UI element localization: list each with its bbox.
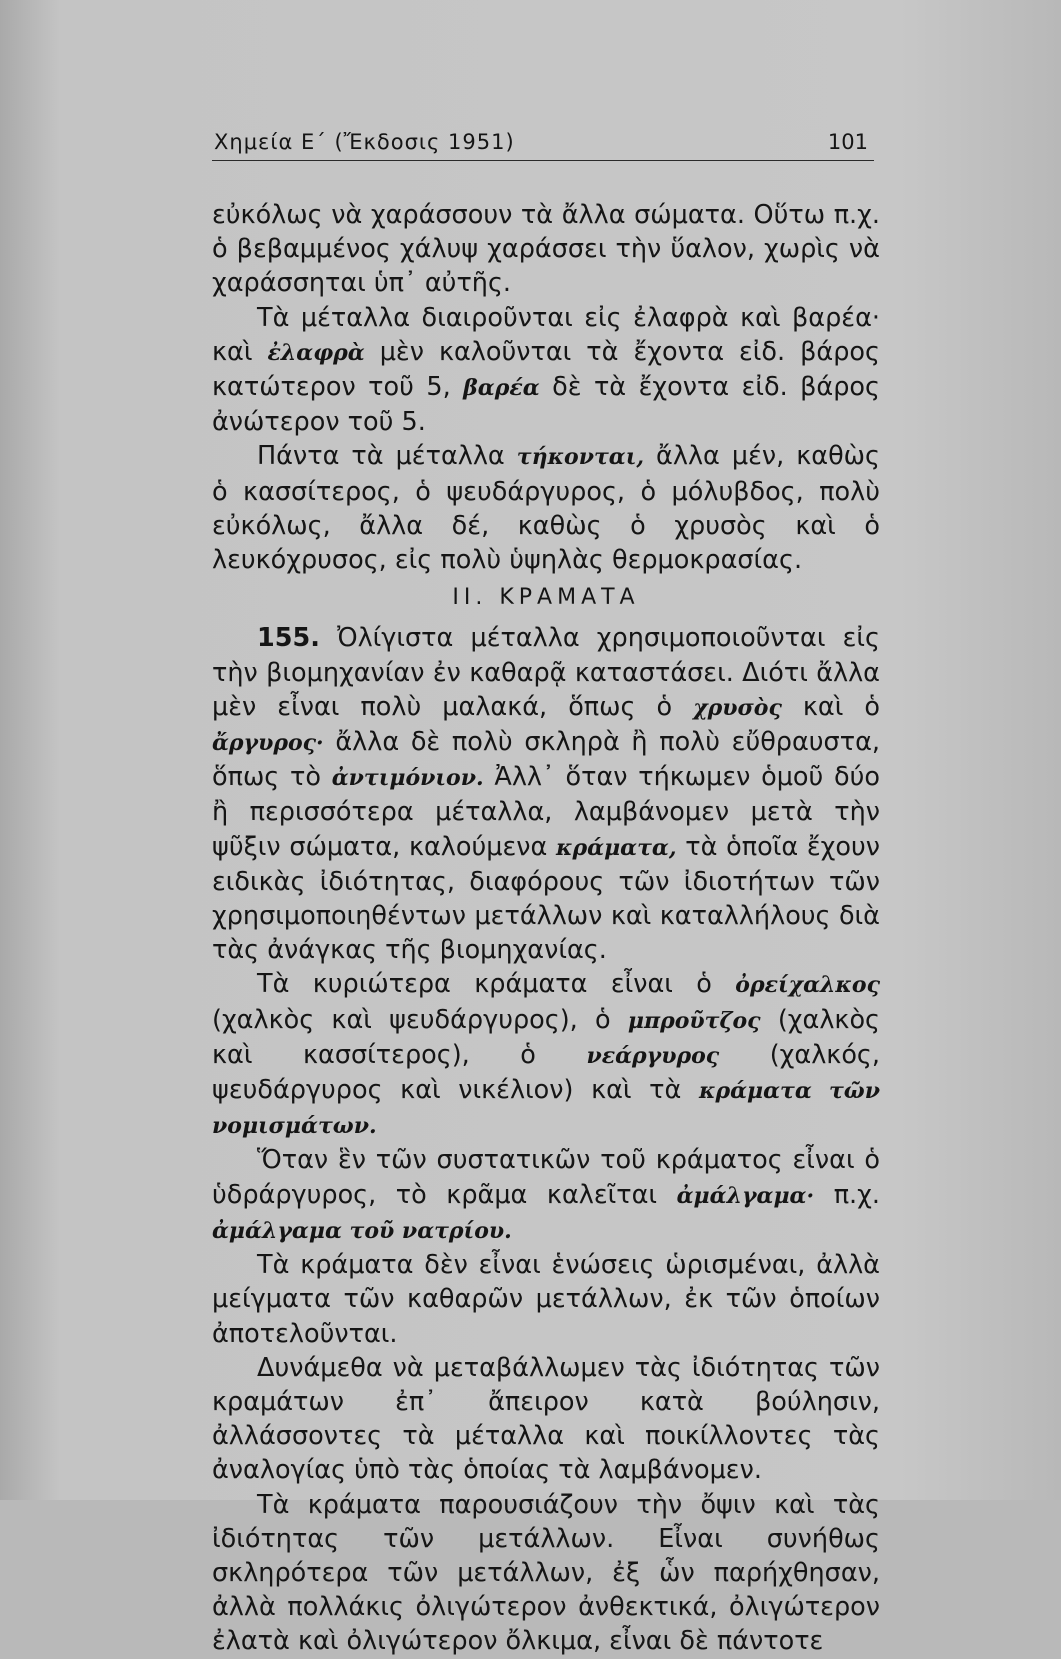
body-text: [212, 198, 880, 1659]
text-run: Τὰ κυριώτερα κράματα εἶναι ὁ: [257, 969, 736, 1000]
text-run: Πάντα τὰ μέταλλα: [257, 441, 517, 472]
text-run: Τὰ μέταλλα διαιροῦνται εἰς ἐλαφρὰ καὶ βαρέα· καὶ: [212, 302, 880, 367]
emphasis-term: βαρέα: [463, 375, 540, 402]
paragraph-4: [212, 621, 880, 967]
paragraph-5: [212, 967, 880, 1143]
text-run: (χαλκὸς καὶ ψευδάργυρος), ὁ: [212, 1004, 628, 1035]
paragraph-2: [212, 301, 880, 440]
emphasis-term: ἀμάλγαμα·: [676, 1182, 815, 1209]
emphasis-term: κράματα,: [556, 834, 677, 861]
emphasis-term: ἀντιμόνιον.: [331, 765, 484, 792]
emphasis-term: ἀμάλγαμα τοῦ νατρίου.: [212, 1217, 512, 1244]
emphasis-term: ἄργυρος·: [212, 730, 324, 757]
text-run: (χαλκὸς καὶ κασσίτερος), ὁ: [212, 1004, 881, 1070]
emphasis-term: τήκονται,: [516, 444, 645, 471]
section-heading: II. ΚΡΑΜΑΤΑ: [452, 585, 640, 611]
paragraph-7: Τὰ κράματα δὲν εἶναι ἑνώσεις ὡρισμέναι, ἀλλὰ μείγματα τῶν καθαρῶν μετάλλων, ἐκ τῶν ὁποίων ἀποτελοῦνται.: [212, 1250, 880, 1349]
text-run: π.χ.: [814, 1179, 881, 1210]
text-run: τὰ ὁποῖα ἔχουν ειδικὰς ἰδιότητας, διαφόρους τῶν ἰδιοτήτων τῶν χρησιμοποιηθέντων μετάλλων καὶ καταλλήλους διὰ τὰς ἀνάγκας τῆς βιομηχανίας.: [212, 831, 880, 966]
emphasis-term: ὀρείχαλκος: [735, 972, 880, 999]
paragraph-3: [212, 439, 880, 577]
text-run: Ἀλλ᾽ ὅταν τήκωμεν ὁμοῦ δύο ἢ περισσότερα μέταλλα, λαμβάνομεν μετὰ τὴν ψῦξιν σώματα, καλούμενα: [212, 762, 880, 862]
running-header: [212, 128, 874, 161]
text-run: μὲν καλοῦνται τὰ ἔχοντα εἰδ. βάρος κατώτερον τοῦ 5,: [212, 336, 880, 403]
paragraph-1: εὐκόλως νὰ χαράσσουν τὰ ἄλλα σώματα. Οὕτω π.χ. ὁ βεβαμμένος χάλυψ χαράσσει τὴν ὕαλον, χωρὶς νὰ χαράσσηται ὑπ᾽ αὐτῆς.: [212, 200, 880, 299]
page-number: 101: [827, 130, 868, 154]
emphasis-term: μπροῦτζος: [627, 1007, 761, 1034]
paragraph-6: [212, 1143, 880, 1248]
paragraph-8: Δυνάμεθα νὰ μεταβάλλωμεν τὰς ἰδιότητας τῶν κραμάτων ἐπ᾽ ἄπειρον κατὰ βούλησιν, ἀλλάσσοντες τὰ μέταλλα καὶ ποικίλλοντες τὰς ἀναλογίας ὑπὸ τὰς ὁποίας τὰ λαμβάνομεν.: [212, 1352, 880, 1486]
emphasis-term: νεάργυρος: [586, 1042, 720, 1069]
text-run: (χαλκός, ψευδάργυρος καὶ νικέλιον) καὶ τὰ: [212, 1039, 880, 1106]
text-run: ἄλλα μέν, καθὼς ὁ κασσίτερος, ὁ ψευδάργυρος, ὁ μόλυβδος, πολὺ εὐκόλως, ἄλλα δέ, καθὼς ὁ χρυσὸς καὶ ὁ λευκόχρυσος, εἰς πολὺ ὑψηλὰς θερμοκρασίας.: [212, 441, 880, 576]
text-run: δὲ τὰ ἔχοντα εἰδ. βάρος ἀνώτερον τοῦ 5.: [212, 372, 880, 438]
text-run: καὶ ὁ: [781, 691, 881, 722]
text-run: Ὅταν ἓν τῶν συστατικῶν τοῦ κράματος εἶναι ὁ ὑδράργυρος, τὸ κρᾶμα καλεῖται: [212, 1145, 880, 1210]
emphasis-term: κράματα τῶν νομισμάτων.: [212, 1078, 880, 1140]
paragraph-9: Τὰ κράματα παρουσιάζουν τὴν ὄψιν καὶ τὰς ἰδιότητας τῶν μετάλλων. Εἶναι συνήθως σκληρότερα τῶν μετάλλων, ἐξ ὧν παρήχθησαν, ἀλλὰ πολλάκις ὀλιγώτερον ἀνθεκτικά, ὀλιγώτερον ἐλατὰ καὶ ὀλιγώτερον ὄλκιμα, εἶναι δὲ πάντοτε: [212, 1489, 880, 1657]
text-run: Ὀλίγιστα μέταλλα χρησιμοποιοῦνται εἰς τὴν βιομηχανίαν ἐν καθαρᾷ καταστάσει. Διότι ἄλλα μὲν εἶναι πολὺ μαλακά, ὅπως ὁ: [212, 623, 880, 722]
header-title: Χημεία Ε΄ (Ἔκδοσις 1951): [214, 130, 515, 154]
emphasis-term: χρυσὸς: [693, 694, 782, 721]
text-run: ἄλλα δὲ πολὺ σκληρὰ ἢ πολὺ εὔθραυστα, ὅπως τὸ: [212, 727, 880, 793]
emphasis-term: ἐλαφρὰ: [267, 339, 365, 366]
section-number: 155.: [257, 623, 320, 654]
